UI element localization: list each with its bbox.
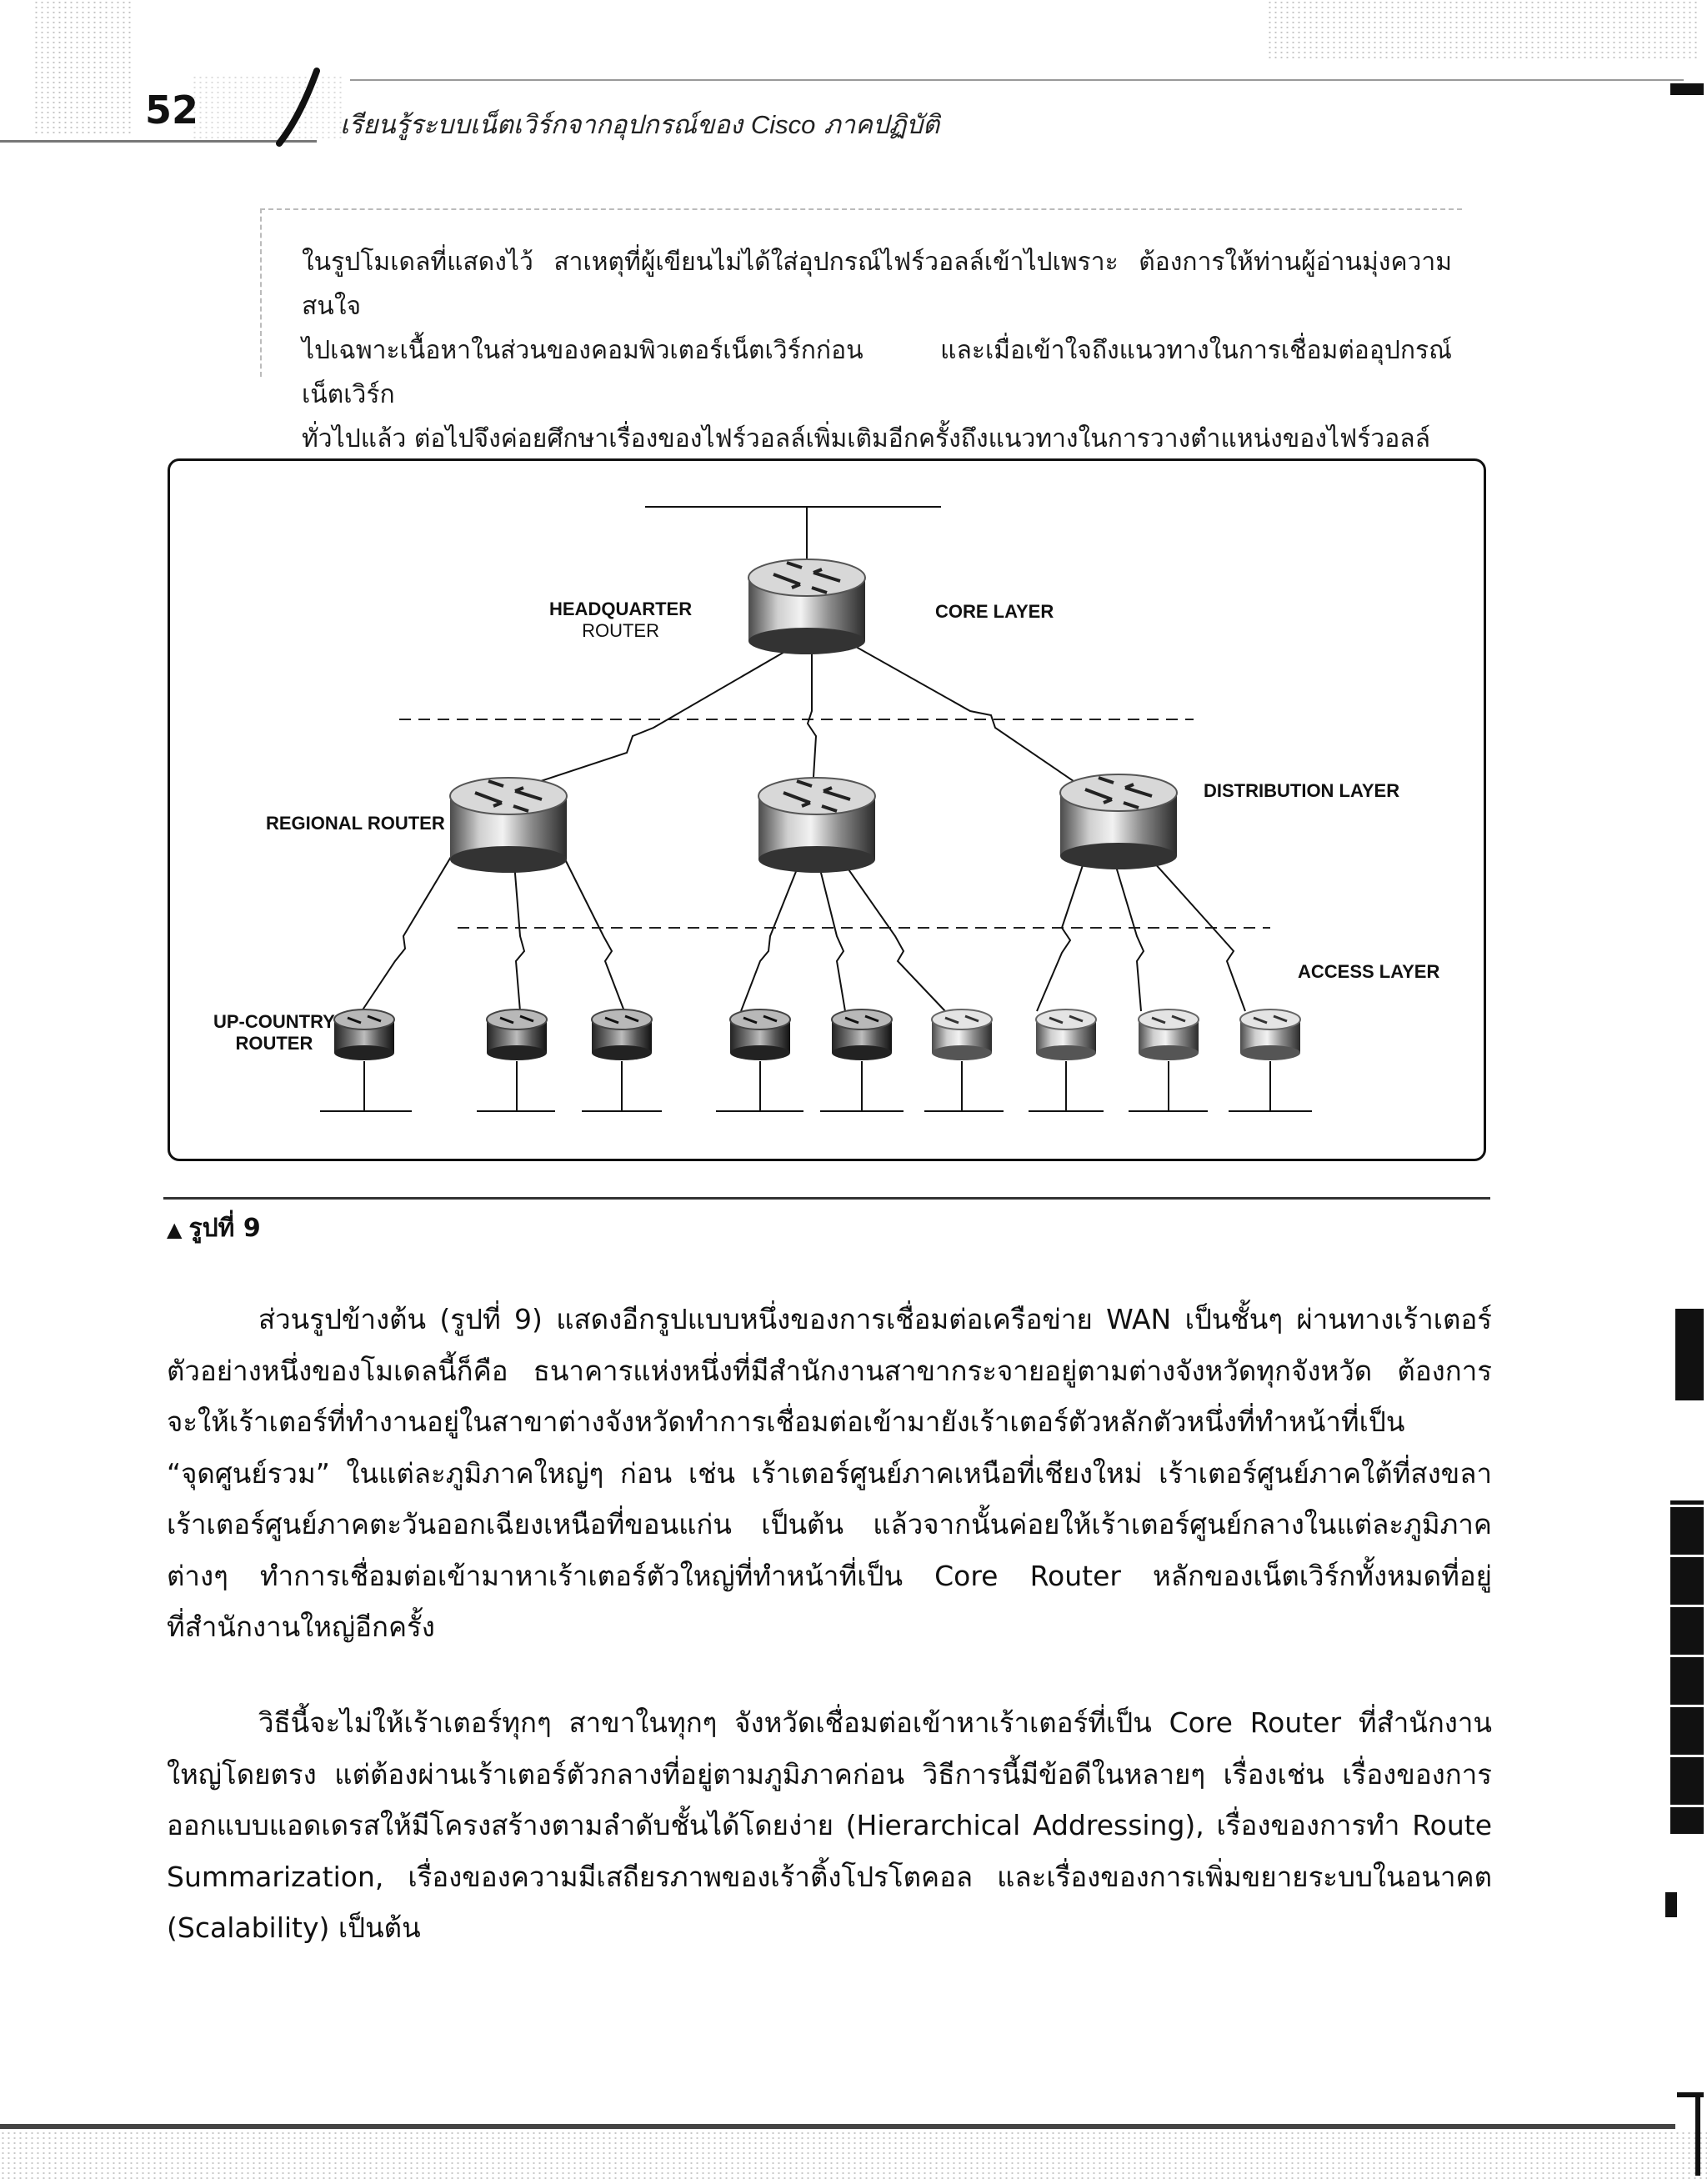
upcountry-router-icon [487, 1009, 547, 1060]
figure-caption [167, 1209, 261, 1248]
network-diagram-figure [168, 458, 1486, 1161]
paragraph-line: ต่างๆ ทำการเชื่อมต่อเข้ามาหาเร้าเตอร์ตัวใหญ่ที่ทำหน้าที่เป็น Core Router หลักของเน็ตเวิร์กทั้งหมดที่อยู่ [167, 1559, 1492, 1592]
wan-link [837, 636, 1108, 804]
core-layer-label: CORE LAYER [935, 601, 1054, 622]
paragraph-line: ตัวอย่างหนึ่งของโมเดลนี้ก็คือ ธนาคารแห่งหนึ่งที่มีสำนักงานสาขากระจายอยู่ตามต่างจังหวัดทุกจังหวัด ต้องการ [167, 1354, 1492, 1387]
header-rule [0, 140, 317, 143]
paragraph-2 [167, 1697, 1492, 1954]
edge-mark [1695, 2092, 1700, 2176]
paragraph-line: ออกแบบแอดเดรสให้มีโครงสร้างตามลำดับชั้นได้โดยง่าย (Hierarchical Addressing), เรื่องของการทำ Route [167, 1809, 1492, 1841]
upcountry-router-icon [1036, 1009, 1096, 1060]
paragraph-1 [167, 1294, 1492, 1653]
header-title-prefix: เรียนรู้ระบบเน็ตเวิร์กจากอุปกรณ์ของ [340, 110, 751, 140]
header-swoosh-icon [275, 67, 325, 150]
upcountry-router-icon [730, 1009, 790, 1060]
note-text [302, 240, 1452, 461]
regional-router-icon [450, 778, 567, 873]
hq-label-line1: HEADQUARTER [549, 599, 693, 619]
paragraph-line: ใหญ่โดยตรง แต่ต้องผ่านเร้าเตอร์ตัวกลางที่อยู่ตามภูมิภาคก่อน วิธีการนี้มีข้อดีในหลายๆ เรื่องเช่น เรื่องของการ [167, 1757, 1492, 1791]
header-title-suffix: ภาคปฏิบัติ [815, 110, 940, 140]
note-line: ทั่วไปแล้ว ต่อไปจึงค่อยศึกษาเรื่องของไฟร์วอลล์เพิ่มเติมอีกครั้งถึงแนวทางในการวางตำแหน่งของไฟร์วอลล์ [302, 424, 1431, 453]
upcountry-router-icon [1139, 1009, 1199, 1060]
upcountry-label-line2: ROUTER [235, 1033, 313, 1054]
upcountry-router-icon [1240, 1009, 1300, 1060]
edge-mark [1675, 1309, 1704, 1400]
upcountry-router-icon [832, 1009, 892, 1060]
footer-rule [0, 2124, 1675, 2129]
scan-noise [1267, 0, 1700, 58]
note-line: ไปเฉพาะเนื้อหาในส่วนของคอมพิวเตอร์เน็ตเวิร์กก่อน และเมื่อเข้าใจถึงแนวทางในการเชื่อมต่ออุปกรณ์เน็ตเวิร์ก [302, 336, 1452, 409]
lan-segments [320, 1061, 1312, 1111]
edge-mark [1670, 83, 1704, 95]
regional-router-label: REGIONAL ROUTER [266, 813, 445, 834]
caption-text: รูปที่ 9 [188, 1214, 261, 1243]
paragraph-line: ส่วนรูปข้างต้น (รูปที่ 9) แสดงอีกรูปแบบหนึ่งของการเชื่อมต่อเครือข่าย WAN เป็นชั้นๆ ผ่านทางเร้าเตอร์ [258, 1303, 1492, 1335]
headquarter-router-label [549, 599, 692, 642]
edge-mark [1670, 1500, 1704, 1834]
paragraph-line: Summarization, เรื่องของความมีเสถียรภาพของเร้าติ้งโปรโตคอล และเรื่องของการเพิ่มขยายระบบในอนาคต [167, 1860, 1492, 1893]
headquarter-router-icon [748, 559, 865, 654]
scan-noise [0, 2131, 1707, 2181]
header-title-brand: Cisco [750, 110, 816, 139]
upcountry-label-line1: UP-COUNTRY [213, 1011, 335, 1032]
paragraph-line: (Scalability) เป็นต้น [167, 1911, 421, 1944]
header-rule [350, 79, 1684, 81]
upcountry-router-icon [932, 1009, 992, 1060]
paragraph-line: จะให้เร้าเตอร์ที่ทำงานอยู่ในสาขาต่างจังหวัดทำการเชื่อมต่อเข้ามายังเร้าเตอร์ตัวหลักตัวหนึ่งที่ทำหน้าที่เป็น [167, 1405, 1405, 1438]
edge-mark [1665, 1892, 1677, 1917]
paragraph-line: วิธีนี้จะไม่ให้เร้าเตอร์ทุกๆ สาขาในทุกๆ จังหวัดเชื่อมต่อเข้าหาเร้าเตอร์ที่เป็น Core Router ที่สำนักงาน [258, 1706, 1492, 1739]
upcountry-router-label [213, 1011, 335, 1054]
scan-noise [33, 0, 133, 133]
access-layer-label: ACCESS LAYER [1298, 961, 1440, 982]
paragraph-line: ที่สำนักงานใหญ่อีกครั้ง [167, 1610, 435, 1643]
access-links [362, 853, 1245, 1011]
upcountry-router-icon [592, 1009, 652, 1060]
triangle-icon: ▲ [167, 1218, 183, 1241]
distribution-layer-label: DISTRIBUTION LAYER [1204, 780, 1400, 801]
hq-label-line2: ROUTER [582, 620, 659, 641]
note-line: ในรูปโมเดลที่แสดงไว้ สาเหตุที่ผู้เขียนไม่ได้ใส่อุปกรณ์ไฟร์วอลล์เข้าไปเพราะ ต้องการให้ท่านผู้อ่านมุ่งความสนใจ [302, 248, 1452, 321]
caption-rule [163, 1197, 1490, 1200]
regional-router-icon [1060, 774, 1177, 869]
regional-router-icon [758, 778, 875, 873]
network-diagram [170, 461, 1484, 1159]
upcountry-router-icon [334, 1009, 394, 1060]
running-header [340, 103, 939, 145]
paragraph-line: “จุดศูนย์รวม” ในแต่ละภูมิภาคใหญ่ๆ ก่อน เช่น เร้าเตอร์ศูนย์ภาคเหนือที่เชียงใหม่ เร้าเตอร์ศูนย์ภาคใต้ที่สงขลา [167, 1456, 1492, 1490]
page-number: 52 [145, 88, 199, 133]
paragraph-line: เร้าเตอร์ศูนย์ภาคตะวันออกเฉียงเหนือที่ขอนแก่น เป็นต้น แล้วจากนั้นค่อยให้เร้าเตอร์ศูนย์กลางในแต่ละภูมิภาค [167, 1508, 1492, 1540]
